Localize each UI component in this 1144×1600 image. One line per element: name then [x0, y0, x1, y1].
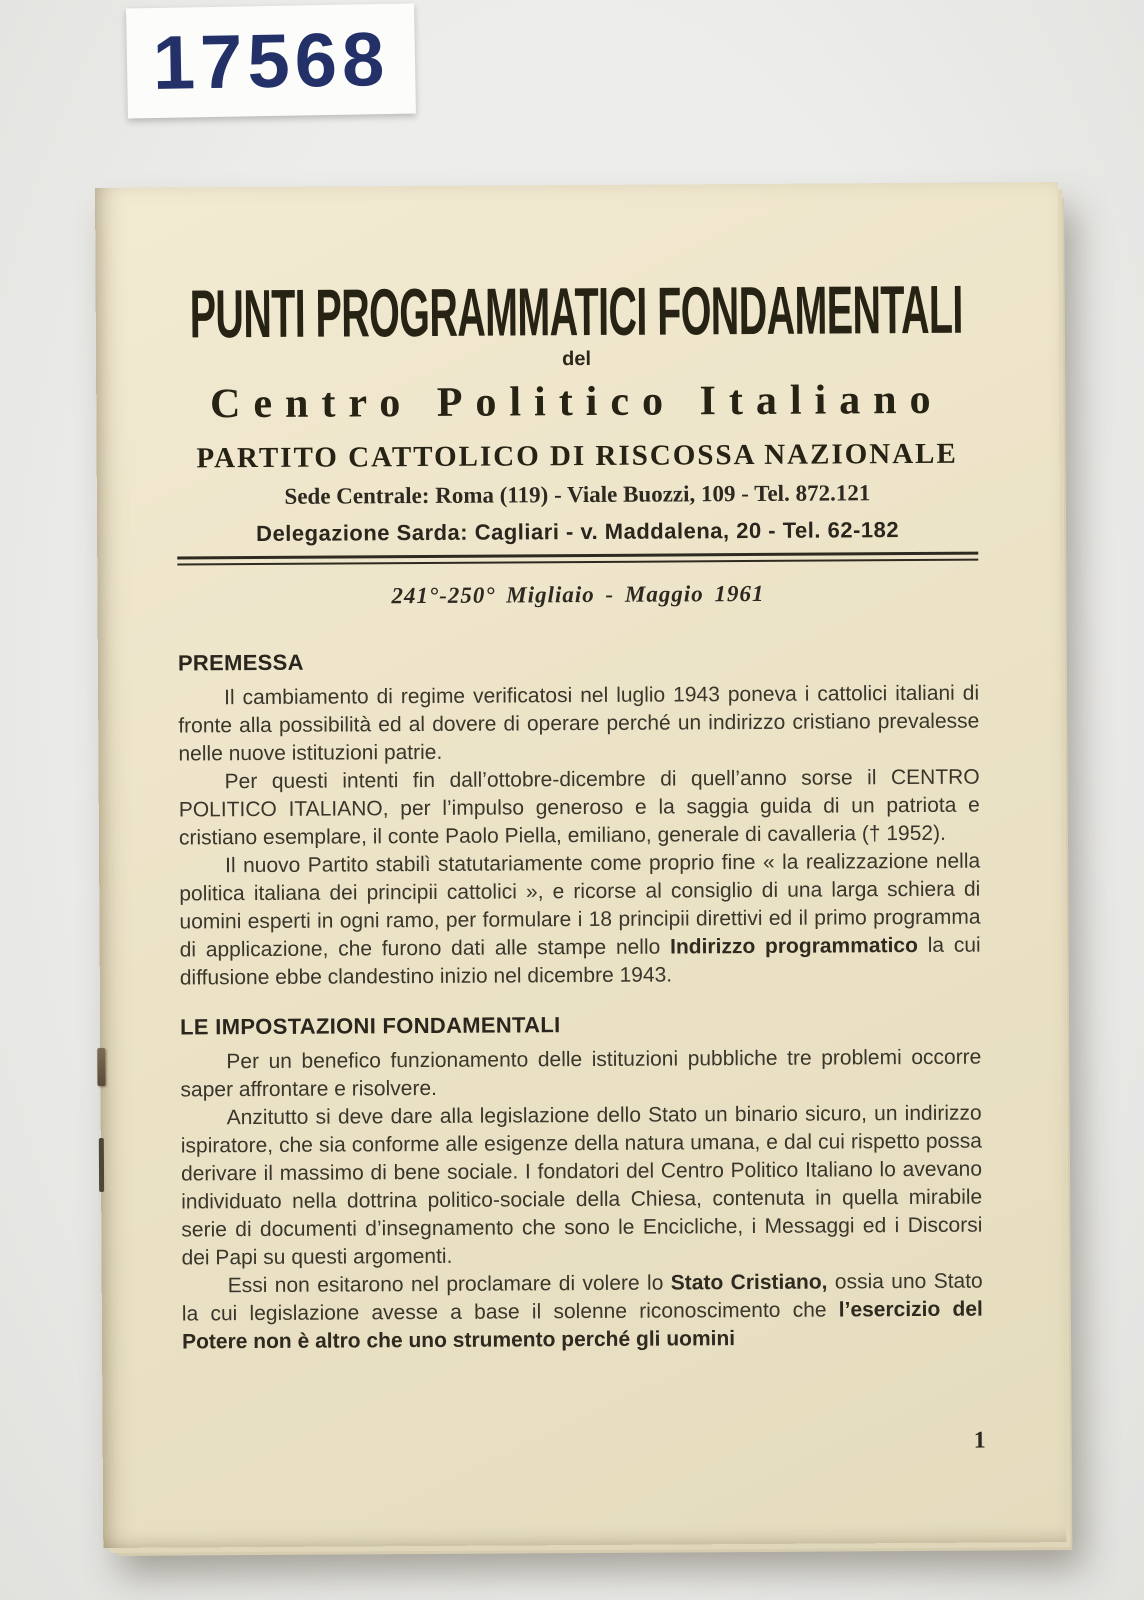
section-heading-impostazioni: LE IMPOSTAZIONI FONDAMENTALI — [180, 1012, 561, 1040]
paragraph-segment: l’esercizio del Potere non è altro che uno strumento perché gli uomini — [181, 1297, 983, 1354]
page-content — [95, 182, 1066, 1548]
section-heading-premessa: PREMESSA — [177, 649, 304, 676]
organization-name: Centro Politico Italiano — [209, 376, 944, 428]
pamphlet-page — [95, 182, 1066, 1548]
party-subtitle: PARTITO CATTOLICO DI RISCOSSA NAZIONALE — [196, 437, 958, 475]
premessa-paragraph-3 — [179, 848, 981, 993]
pamphlet-title-text: PUNTI PROGRAMMATICI FONDAMENTALI — [189, 271, 964, 353]
pamphlet-title — [176, 271, 977, 353]
central-office-address: Sede Centrale: Roma (119) - Viale Buozzi, 109 - Tel. 872.121 — [284, 480, 871, 509]
paragraph-segment: Anzitutto si deve dare alla legislazione dello Stato un binario sicuro, un indirizzo ispiratore, che sia conforme alle esigenze della natura umana, e dal cui rispetto possa derivare il massimo di bene sociale. I fondatori del Centro Politico Italiano lo avevano individuato nella dottrina politico-sociale della Chiesa, contenuta in quella mirabile serie di documenti d’insegnamento che sono le Encicliche, i Messaggi ed i Discorsi dei Papi su questi argomenti. — [180, 1101, 983, 1270]
premessa-paragraph-1 — [178, 680, 979, 769]
double-rule — [177, 552, 978, 566]
sardinian-delegation-address: Delegazione Sarda: Cagliari - v. Maddalena, 20 - Tel. 62-182 — [256, 517, 900, 547]
impostazioni-paragraph-2 — [181, 1100, 983, 1273]
paragraph-segment: Essi non esitarono nel proclamare di volere lo — [227, 1271, 671, 1298]
paragraph-segment: Per questi intenti fin dall’ottobre-dicembre di quell’anno sorse il CENTRO POLITICO ITALIANO, per l’impulso generoso e la saggia guida di un patriota e cristiano esemplare, il conte Paolo Piella, emiliano, generale di cavalleria († 1952). — [178, 765, 980, 850]
paragraph-segment: Il nuovo Partito stabilì statutariamente come proprio fine « la realizzazione nella politica italiana dei principii cattolici », e ricorse al consiglio di una larga schiera di uomini esperti in ogni ramo, per formulare i 18 principii direttivi ed il primo programma di applicazione, che furono dati alle stampe nello — [179, 849, 981, 962]
paragraph-segment: Il cambiamento di regime verificatosi nel luglio 1943 poneva i cattolici italiani di fronte alla possibilità ed al dovere di operare perché un indirizzo cristiano prevalesse nelle nuove istituzioni patrie. — [178, 681, 980, 766]
impostazioni-paragraph-1 — [180, 1044, 981, 1105]
impostazioni-paragraph-3 — [182, 1268, 983, 1357]
page-number: 1 — [973, 1427, 986, 1454]
title-connector: del — [562, 347, 592, 371]
paragraph-segment: Per un benefico funzionamento delle istituzioni pubbliche tre problemi occorre saper affrontare e risolvere. — [180, 1045, 982, 1102]
inventory-sticker — [126, 3, 416, 118]
paragraph-segment: Indirizzo programmatico — [669, 933, 918, 959]
paragraph-segment: la cui diffusione ebbe clandestino inizio nel dicembre 1943. — [179, 933, 981, 990]
inventory-number: 17568 — [152, 16, 390, 106]
paragraph-segment: ossia uno Stato la cui legislazione avesse a base il solenne riconoscimento che — [181, 1269, 983, 1326]
premessa-paragraph-2 — [179, 764, 980, 853]
edition-line: 241°-250° Migliaio - Maggio 1961 — [391, 580, 765, 609]
paragraph-segment: Stato Cristiano, — [670, 1270, 828, 1295]
